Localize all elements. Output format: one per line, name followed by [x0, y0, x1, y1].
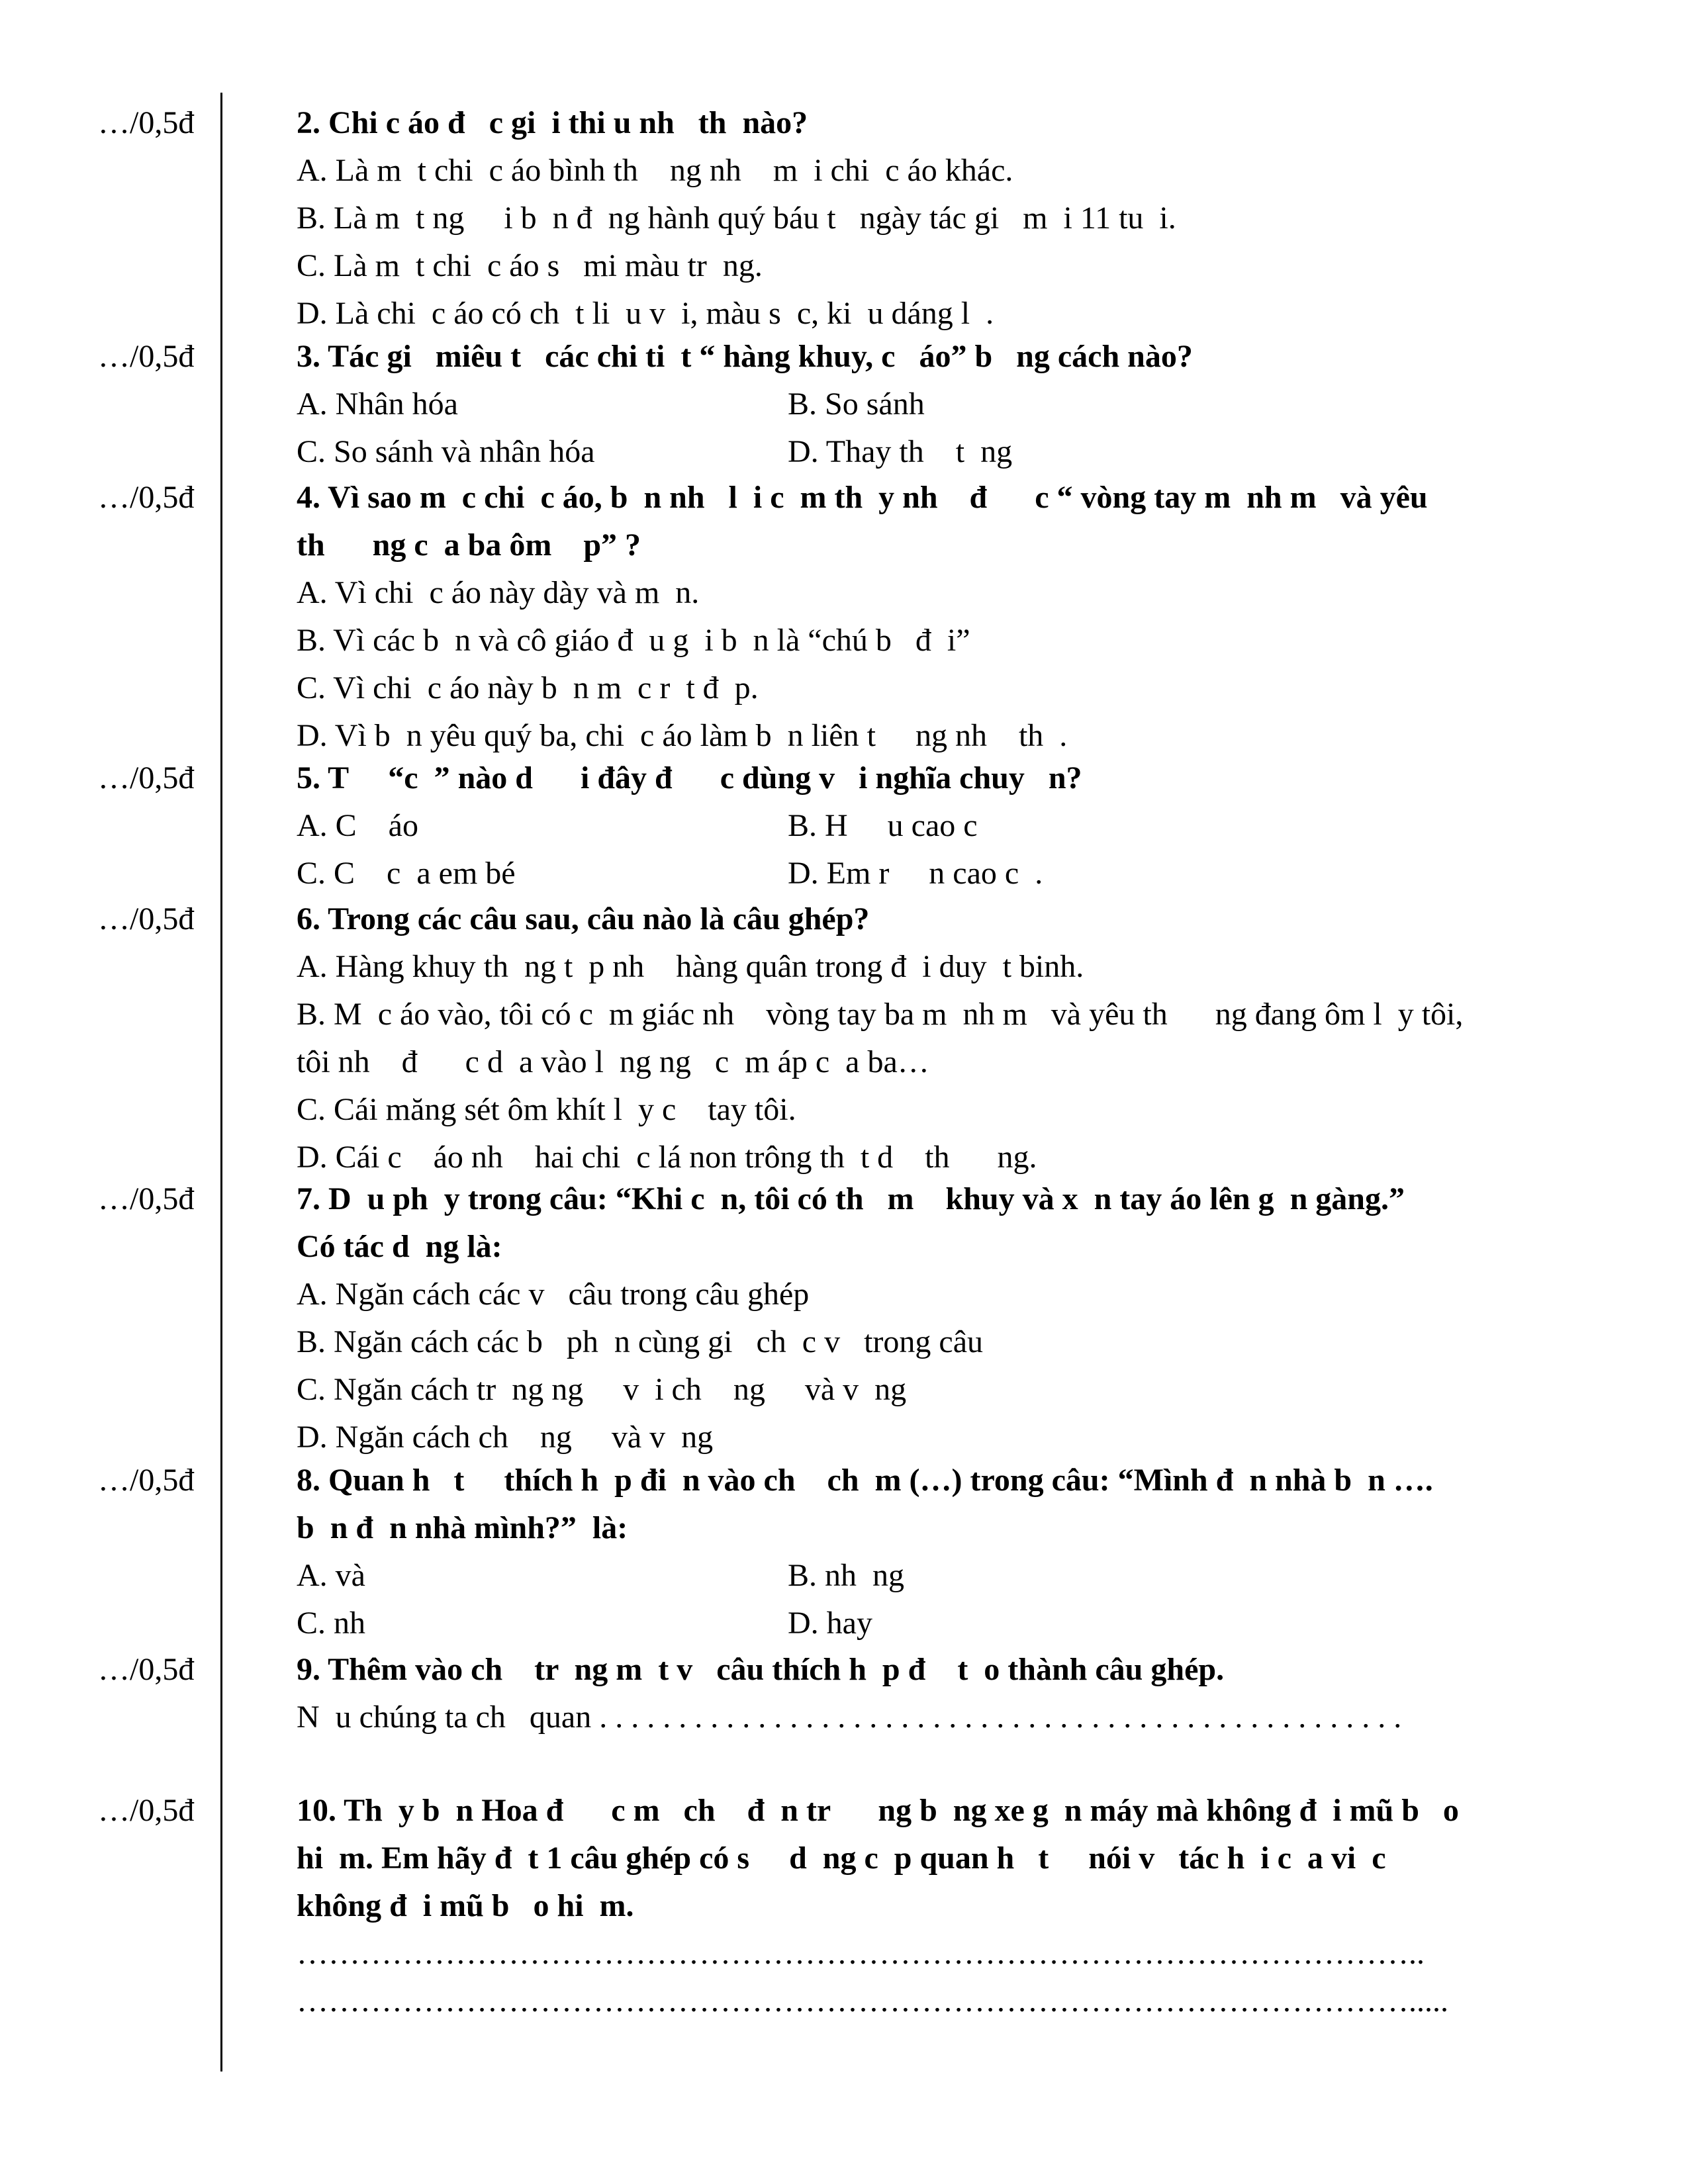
option-a: A. Là m t chi c áo bình th ng nh m i chi c áo khác. — [297, 153, 1013, 188]
option-a: A. và — [297, 1558, 365, 1593]
question-title: 3. Tác gi miêu t các chi ti t “ hàng khuy, c áo” b ng cách nào? — [297, 339, 1193, 374]
score-box: …/0,5đ — [98, 105, 195, 140]
question-title: 7. D u ph y trong câu: “Khi c n, tôi có th m khuy và x n tay áo lên g n gàng.” — [297, 1181, 1405, 1216]
question-title-cont: b n đ n nhà mình?” là: — [297, 1510, 628, 1545]
option-b: B. M c áo vào, tôi có c m giác nh vòng tay ba m nh m và yêu th ng đang ôm l y tôi, — [297, 997, 1464, 1032]
option-b: B. Vì các b n và cô giáo đ u g i b n là “chú b đ i” — [297, 623, 970, 658]
answer-line[interactable]: …………………………………………………………………………………………….. — [297, 1936, 1425, 1971]
score-box: …/0,5đ — [98, 480, 195, 515]
option-d: D. hay — [788, 1606, 872, 1641]
question-title: 4. Vì sao m c chi c áo, b n nh l i c m th y nh đ c “ vòng tay m nh m và yêu — [297, 480, 1428, 515]
option-d: D. Thay th t ng — [788, 434, 1013, 469]
question-title: 8. Quan h t thích h p đi n vào ch ch m (…) trong câu: “Mình đ n nhà b n …. — [297, 1463, 1433, 1498]
option-a: A. C áo — [297, 808, 418, 843]
option-d: D. Cái c áo nh hai chi c lá non trông th t d th ng. — [297, 1140, 1037, 1175]
option-c: C. So sánh và nhân hóa — [297, 434, 595, 469]
question-title: 10. Th y b n Hoa đ c m ch đ n tr ng b ng xe g n máy mà không đ i mũ b o — [297, 1793, 1459, 1828]
score-box: …/0,5đ — [98, 1793, 195, 1828]
question-title: 6. Trong các câu sau, câu nào là câu ghép? — [297, 901, 870, 936]
option-row — [297, 428, 1587, 476]
score-box: …/0,5đ — [98, 901, 195, 936]
option-b: B. nh ng — [788, 1558, 905, 1593]
option-a: A. Hàng khuy th ng t p nh hàng quân trong đ i duy t binh. — [297, 949, 1084, 984]
option-b: B. Ngăn cách các b ph n cùng gi ch c v trong câu — [297, 1324, 983, 1359]
option-b: B. H u cao c — [788, 808, 978, 843]
option-b-cont: tôi nh đ c d a vào l ng ng c m áp c a ba… — [297, 1044, 929, 1079]
option-a: A. Vì chi c áo này dày và m n. — [297, 575, 700, 610]
option-c: C. C c a em bé — [297, 856, 516, 891]
question-title-cont: th ng c a ba ôm p” ? — [297, 527, 641, 563]
option-row — [297, 802, 1587, 850]
margin-rule — [220, 93, 222, 2071]
option-b: B. So sánh — [788, 387, 925, 422]
score-box: …/0,5đ — [98, 339, 195, 374]
option-c: C. Là m t chi c áo s mi màu tr ng. — [297, 248, 763, 283]
option-b: B. Là m t ng i b n đ ng hành quý báu t ngày tác gi m i 11 tu i. — [297, 201, 1176, 236]
option-a: A. Ngăn cách các v câu trong câu ghép — [297, 1277, 810, 1312]
score-box: …/0,5đ — [98, 1652, 195, 1687]
question-title: 9. Thêm vào ch tr ng m t v câu thích h p đ t o thành câu ghép. — [297, 1652, 1225, 1687]
question-title-cont: hi m. Em hãy đ t 1 câu ghép có s d ng c p quan h t nói v tác h i c a vi c — [297, 1841, 1386, 1876]
question-title: 5. T “c ” nào d i đây đ c dùng v i nghĩa chuy n? — [297, 760, 1082, 796]
score-box: …/0,5đ — [98, 760, 195, 796]
option-c: C. Ngăn cách tr ng ng v i ch ng và v ng — [297, 1372, 907, 1407]
score-box: …/0,5đ — [98, 1181, 195, 1216]
option-row — [297, 850, 1587, 897]
question-title-cont: Có tác d ng là: — [297, 1229, 502, 1264]
option-row — [297, 381, 1587, 428]
option-d: D. Vì b n yêu quý ba, chi c áo làm b n liên t ng nh th . — [297, 718, 1068, 753]
option-c: C. Vì chi c áo này b n m c r t đ p. — [297, 670, 759, 705]
option-c: C. Cái măng sét ôm khít l y c tay tôi. — [297, 1092, 796, 1127]
answer-line[interactable]: ……………………………………………………………………………………………..... — [297, 1983, 1448, 2019]
option-d: D. Là chi c áo có ch t li u v i, màu s c, ki u dáng l . — [297, 296, 994, 331]
question-title-cont: không đ i mũ b o hi m. — [297, 1888, 634, 1923]
option-a: A. Nhân hóa — [297, 387, 458, 422]
option-d: D. Em r n cao c . — [788, 856, 1043, 891]
option-row — [297, 1600, 1587, 1647]
option-row — [297, 1552, 1587, 1600]
option-c: C. nh — [297, 1606, 366, 1641]
score-box: …/0,5đ — [98, 1463, 195, 1498]
option-d: D. Ngăn cách ch ng và v ng — [297, 1420, 714, 1455]
answer-line[interactable]: N u chúng ta ch quan . . . . . . . . . . . . . . . . . . . . . . . . . . . . . . . . . . . . . . . . . . . . . . . . . . . — [297, 1700, 1402, 1735]
question-title: 2. Chi c áo đ c gi i thi u nh th nào? — [297, 105, 808, 140]
